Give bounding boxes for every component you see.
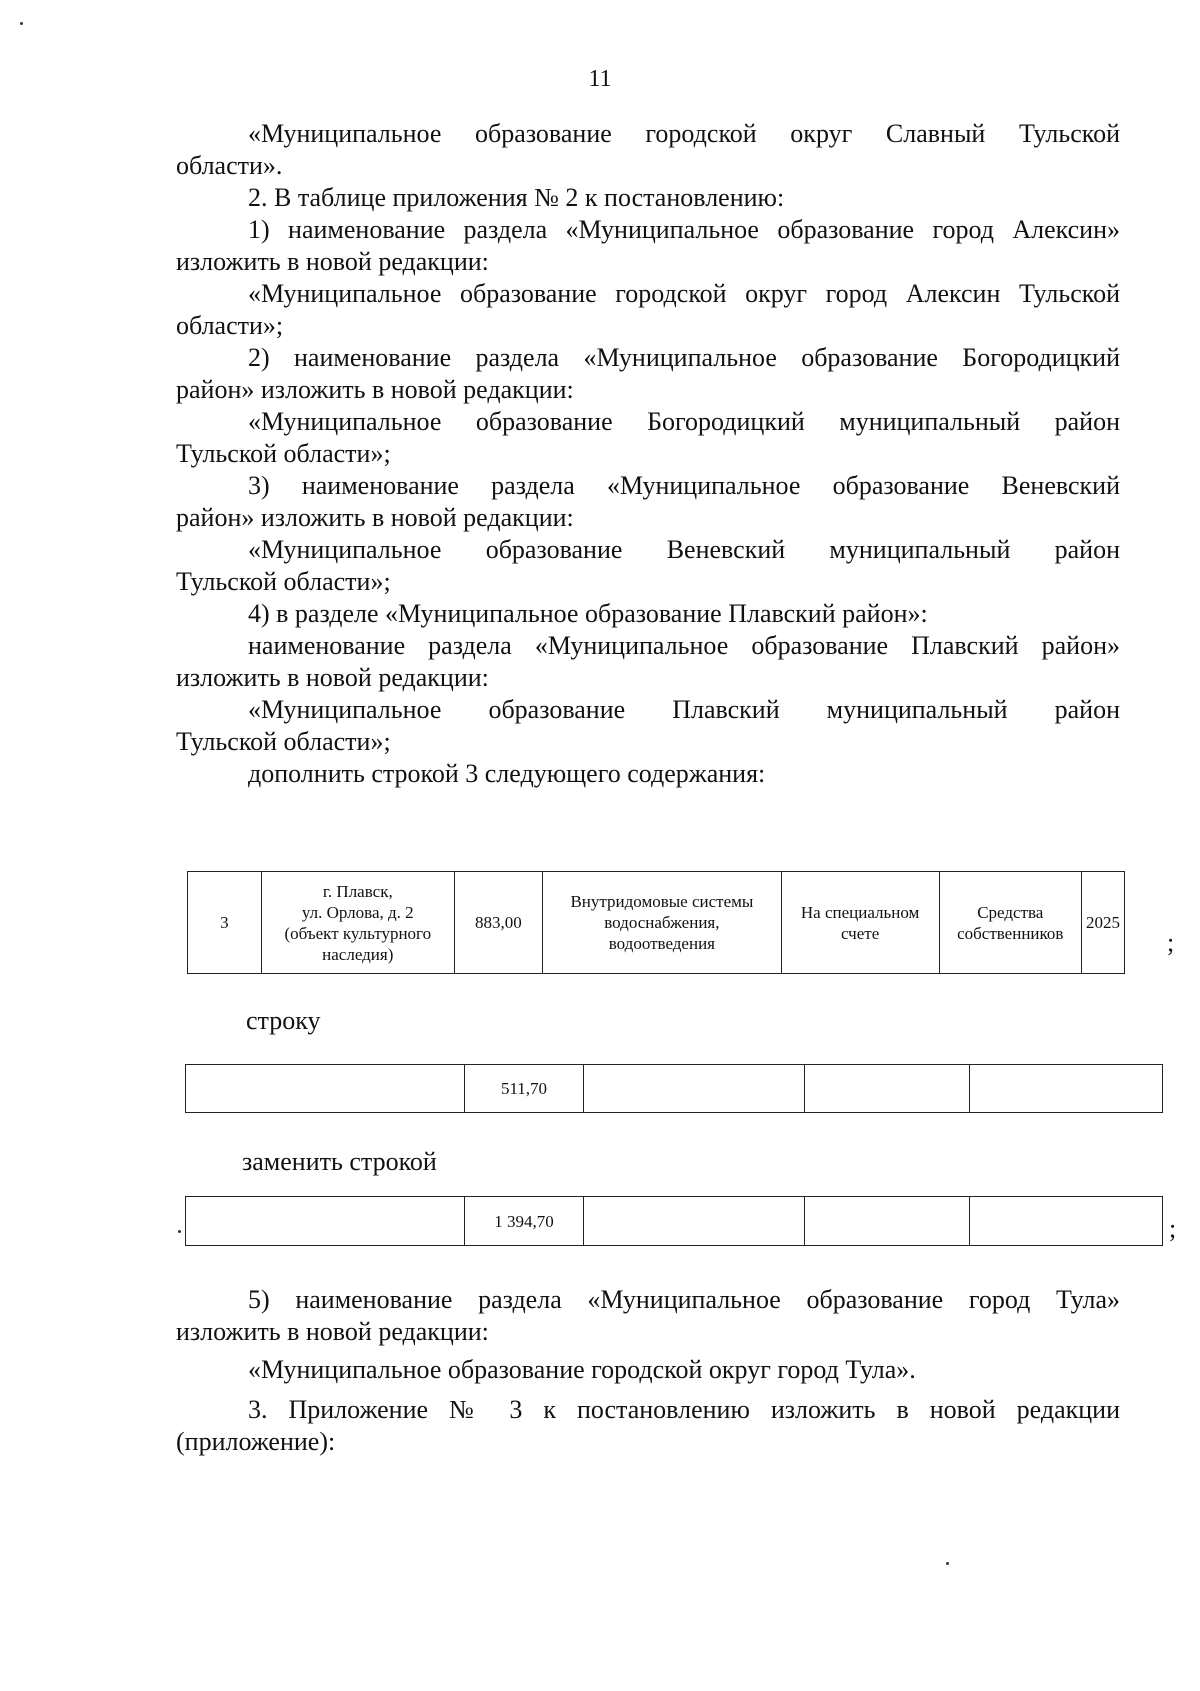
text-line: 3. Приложение № 3 к постановлению изложить в новой редакции <box>248 1395 1120 1424</box>
address-line: ул. Орлова, д. 2 <box>301 902 414 922</box>
new-row-table <box>187 871 1125 974</box>
cell-empty <box>584 1197 805 1246</box>
text-line: заменить строкой <box>242 1147 437 1176</box>
cell-empty <box>186 1065 465 1113</box>
text-line: «Муниципальное образование городской округ город Тула». <box>248 1355 916 1384</box>
cell-empty <box>970 1197 1163 1246</box>
cell-number: 3 <box>188 872 262 974</box>
systems-line: Внутридомовые системы <box>570 892 754 911</box>
cell-address <box>261 872 454 974</box>
scan-speck <box>178 1230 181 1233</box>
cell-area: 1 394,70 <box>465 1197 584 1246</box>
cell-empty <box>186 1197 465 1246</box>
text-line: район» изложить в новой редакции: <box>176 503 574 532</box>
replacement-row-table <box>185 1196 1163 1246</box>
account-line: счете <box>840 923 880 943</box>
cell-area: 511,70 <box>465 1065 584 1113</box>
table-semicolon: ; <box>1167 928 1175 957</box>
cell-funds <box>939 872 1081 974</box>
cell-year: 2025 <box>1082 872 1125 974</box>
address-line: (объект культурного <box>284 923 432 943</box>
text-line: Тульской области»; <box>176 567 391 596</box>
text-line: 4) в разделе «Муниципальное образование Плавский район»: <box>248 599 928 628</box>
text-line: наименование раздела «Муниципальное образование Плавский район» <box>248 631 1120 660</box>
text-line: изложить в новой редакции: <box>176 247 489 276</box>
table-row <box>188 872 1125 974</box>
text-line: области»; <box>176 311 284 340</box>
table-semicolon: ; <box>1169 1214 1177 1243</box>
text-line: (приложение): <box>176 1427 336 1456</box>
systems-line: водоснабжения, <box>604 913 720 932</box>
text-line: дополнить строкой 3 следующего содержания: <box>248 759 766 788</box>
funds-line: Средства <box>977 902 1044 922</box>
text-line: изложить в новой редакции: <box>176 663 489 692</box>
text-line: 2. В таблице приложения № 2 к постановлению: <box>248 183 785 212</box>
text-line: 1) наименование раздела «Муниципальное образование город Алексин» <box>248 215 1120 244</box>
text-line: «Муниципальное образование Богородицкий муниципальный район <box>248 407 1120 436</box>
address-line: г. Плавск, <box>322 881 393 901</box>
cell-empty <box>970 1065 1163 1113</box>
funds-line: собственников <box>957 923 1064 943</box>
text-line: район» изложить в новой редакции: <box>176 375 574 404</box>
text-line: «Муниципальное образование Плавский муниципальный район <box>248 695 1120 724</box>
scan-speck <box>20 22 23 25</box>
cell-account <box>781 872 939 974</box>
text-line: «Муниципальное образование городской округ Славный Тульской <box>248 119 1120 148</box>
address-line: наследия) <box>322 944 394 964</box>
old-row-table <box>185 1064 1163 1113</box>
table-row <box>186 1065 1163 1113</box>
text-line: 2) наименование раздела «Муниципальное образование Богородицкий <box>248 343 1120 372</box>
text-line: строку <box>246 1006 321 1035</box>
cell-empty <box>805 1065 970 1113</box>
text-line: 5) наименование раздела «Муниципальное образование город Тула» <box>248 1285 1120 1314</box>
text-line: Тульской области»; <box>176 727 391 756</box>
text-line: изложить в новой редакции: <box>176 1317 489 1346</box>
text-line: «Муниципальное образование городской округ город Алексин Тульской <box>248 279 1120 308</box>
account-line: На специальном <box>800 902 920 922</box>
text-line: 3) наименование раздела «Муниципальное образование Веневский <box>248 471 1120 500</box>
cell-systems <box>543 872 782 974</box>
cell-area: 883,00 <box>454 872 542 974</box>
cell-empty <box>584 1065 805 1113</box>
text-line: «Муниципальное образование Веневский муниципальный район <box>248 535 1120 564</box>
text-line: Тульской области»; <box>176 439 391 468</box>
page-number: 11 <box>588 66 612 92</box>
table-row <box>186 1197 1163 1246</box>
scan-speck <box>946 1562 949 1565</box>
systems-line: водоотведения <box>608 934 715 953</box>
cell-empty <box>805 1197 970 1246</box>
text-line: области». <box>176 151 283 180</box>
